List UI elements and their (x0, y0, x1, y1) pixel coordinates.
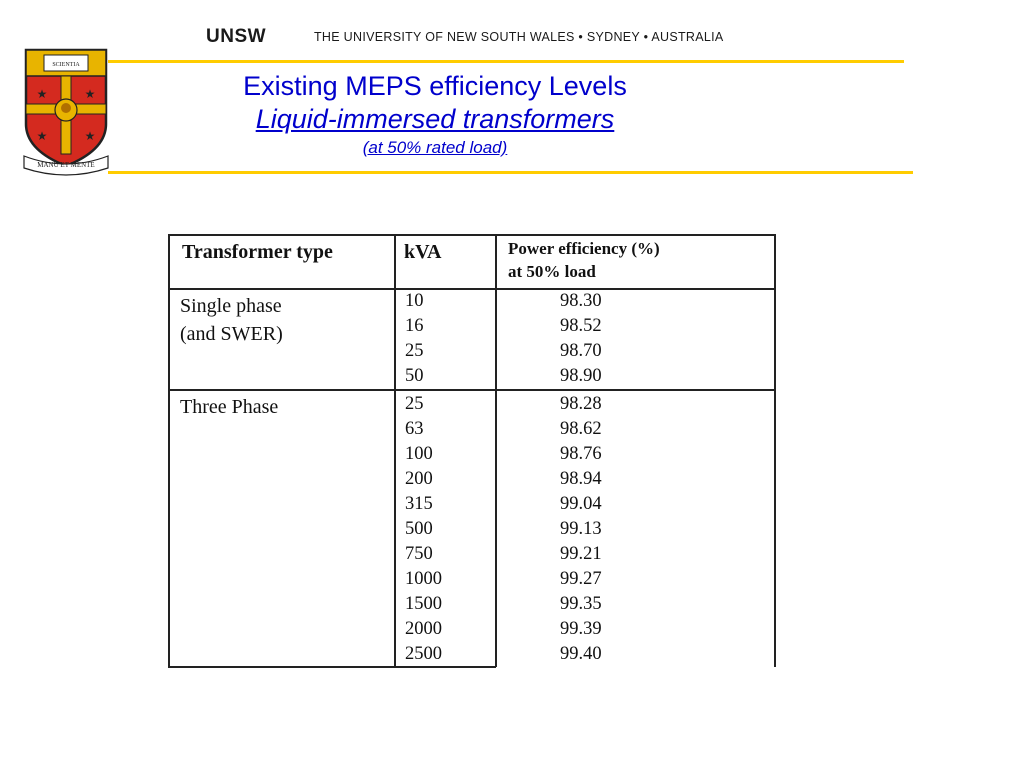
brand-wordmark: UNSW (206, 26, 267, 47)
efficiency-cell: 99.21 (560, 544, 602, 564)
kva-cell: 750 (405, 544, 433, 564)
svg-text:★: ★ (84, 129, 96, 143)
efficiency-cell: 98.70 (560, 341, 602, 361)
table-border-bottom (168, 666, 496, 668)
unsw-crest-logo (22, 46, 110, 176)
efficiency-cell: 99.40 (560, 644, 602, 664)
header-transformer-type: Transformer type (182, 241, 333, 263)
group-divider (168, 389, 776, 391)
group-type-line: Three Phase (180, 396, 279, 418)
crest-book-text: SCIENTIA (52, 62, 80, 68)
kva-cell: 2500 (405, 644, 442, 664)
efficiency-cell: 98.28 (560, 394, 602, 414)
table-border-left (168, 234, 170, 667)
efficiency-cell: 98.30 (560, 291, 602, 311)
group-type-line: (and SWER) (180, 323, 283, 345)
kva-cell: 500 (405, 519, 433, 539)
efficiency-cell: 99.39 (560, 619, 602, 639)
col-divider-3 (774, 234, 776, 667)
col-divider-1 (394, 234, 396, 667)
kva-cell: 10 (405, 291, 424, 311)
kva-cell: 2000 (405, 619, 442, 639)
efficiency-cell: 98.76 (560, 444, 602, 464)
header-efficiency-line1: Power efficiency (%) (508, 239, 660, 258)
efficiency-cell: 99.04 (560, 494, 602, 514)
kva-cell: 16 (405, 316, 424, 336)
title-line-1: Existing MEPS efficiency Levels (243, 71, 627, 101)
group-type-line: Single phase (180, 295, 282, 317)
header-efficiency-line2: at 50% load (508, 262, 596, 281)
svg-text:★: ★ (36, 87, 48, 101)
header-kva: kVA (404, 241, 442, 263)
svg-text:★: ★ (36, 129, 48, 143)
header-divider (168, 288, 776, 290)
kva-cell: 1000 (405, 569, 442, 589)
kva-cell: 50 (405, 366, 424, 386)
efficiency-cell: 98.94 (560, 469, 602, 489)
kva-cell: 25 (405, 394, 424, 414)
efficiency-cell: 98.52 (560, 316, 602, 336)
efficiency-cell: 99.35 (560, 594, 602, 614)
top-yellow-rule (108, 60, 904, 63)
col-divider-2 (495, 234, 497, 667)
kva-cell: 25 (405, 341, 424, 361)
svg-text:★: ★ (84, 87, 96, 101)
bottom-yellow-rule (108, 171, 913, 174)
efficiency-cell: 98.90 (560, 366, 602, 386)
kva-cell: 100 (405, 444, 433, 464)
title-line-2: Liquid-immersed transformers (255, 104, 615, 134)
kva-cell: 315 (405, 494, 433, 514)
slide-title (160, 70, 710, 160)
title-line-3: (at 50% rated load) (362, 138, 508, 157)
university-name: THE UNIVERSITY OF NEW SOUTH WALES • SYDNEY • AUSTRALIA (314, 30, 724, 44)
kva-cell: 1500 (405, 594, 442, 614)
university-header (206, 26, 724, 48)
kva-cell: 63 (405, 419, 424, 439)
table-border-top (168, 234, 776, 236)
crest-motto: MANU ET MENTE (37, 161, 95, 169)
efficiency-table (168, 234, 776, 667)
efficiency-cell: 98.62 (560, 419, 602, 439)
kva-cell: 200 (405, 469, 433, 489)
efficiency-cell: 99.13 (560, 519, 602, 539)
efficiency-cell: 99.27 (560, 569, 602, 589)
